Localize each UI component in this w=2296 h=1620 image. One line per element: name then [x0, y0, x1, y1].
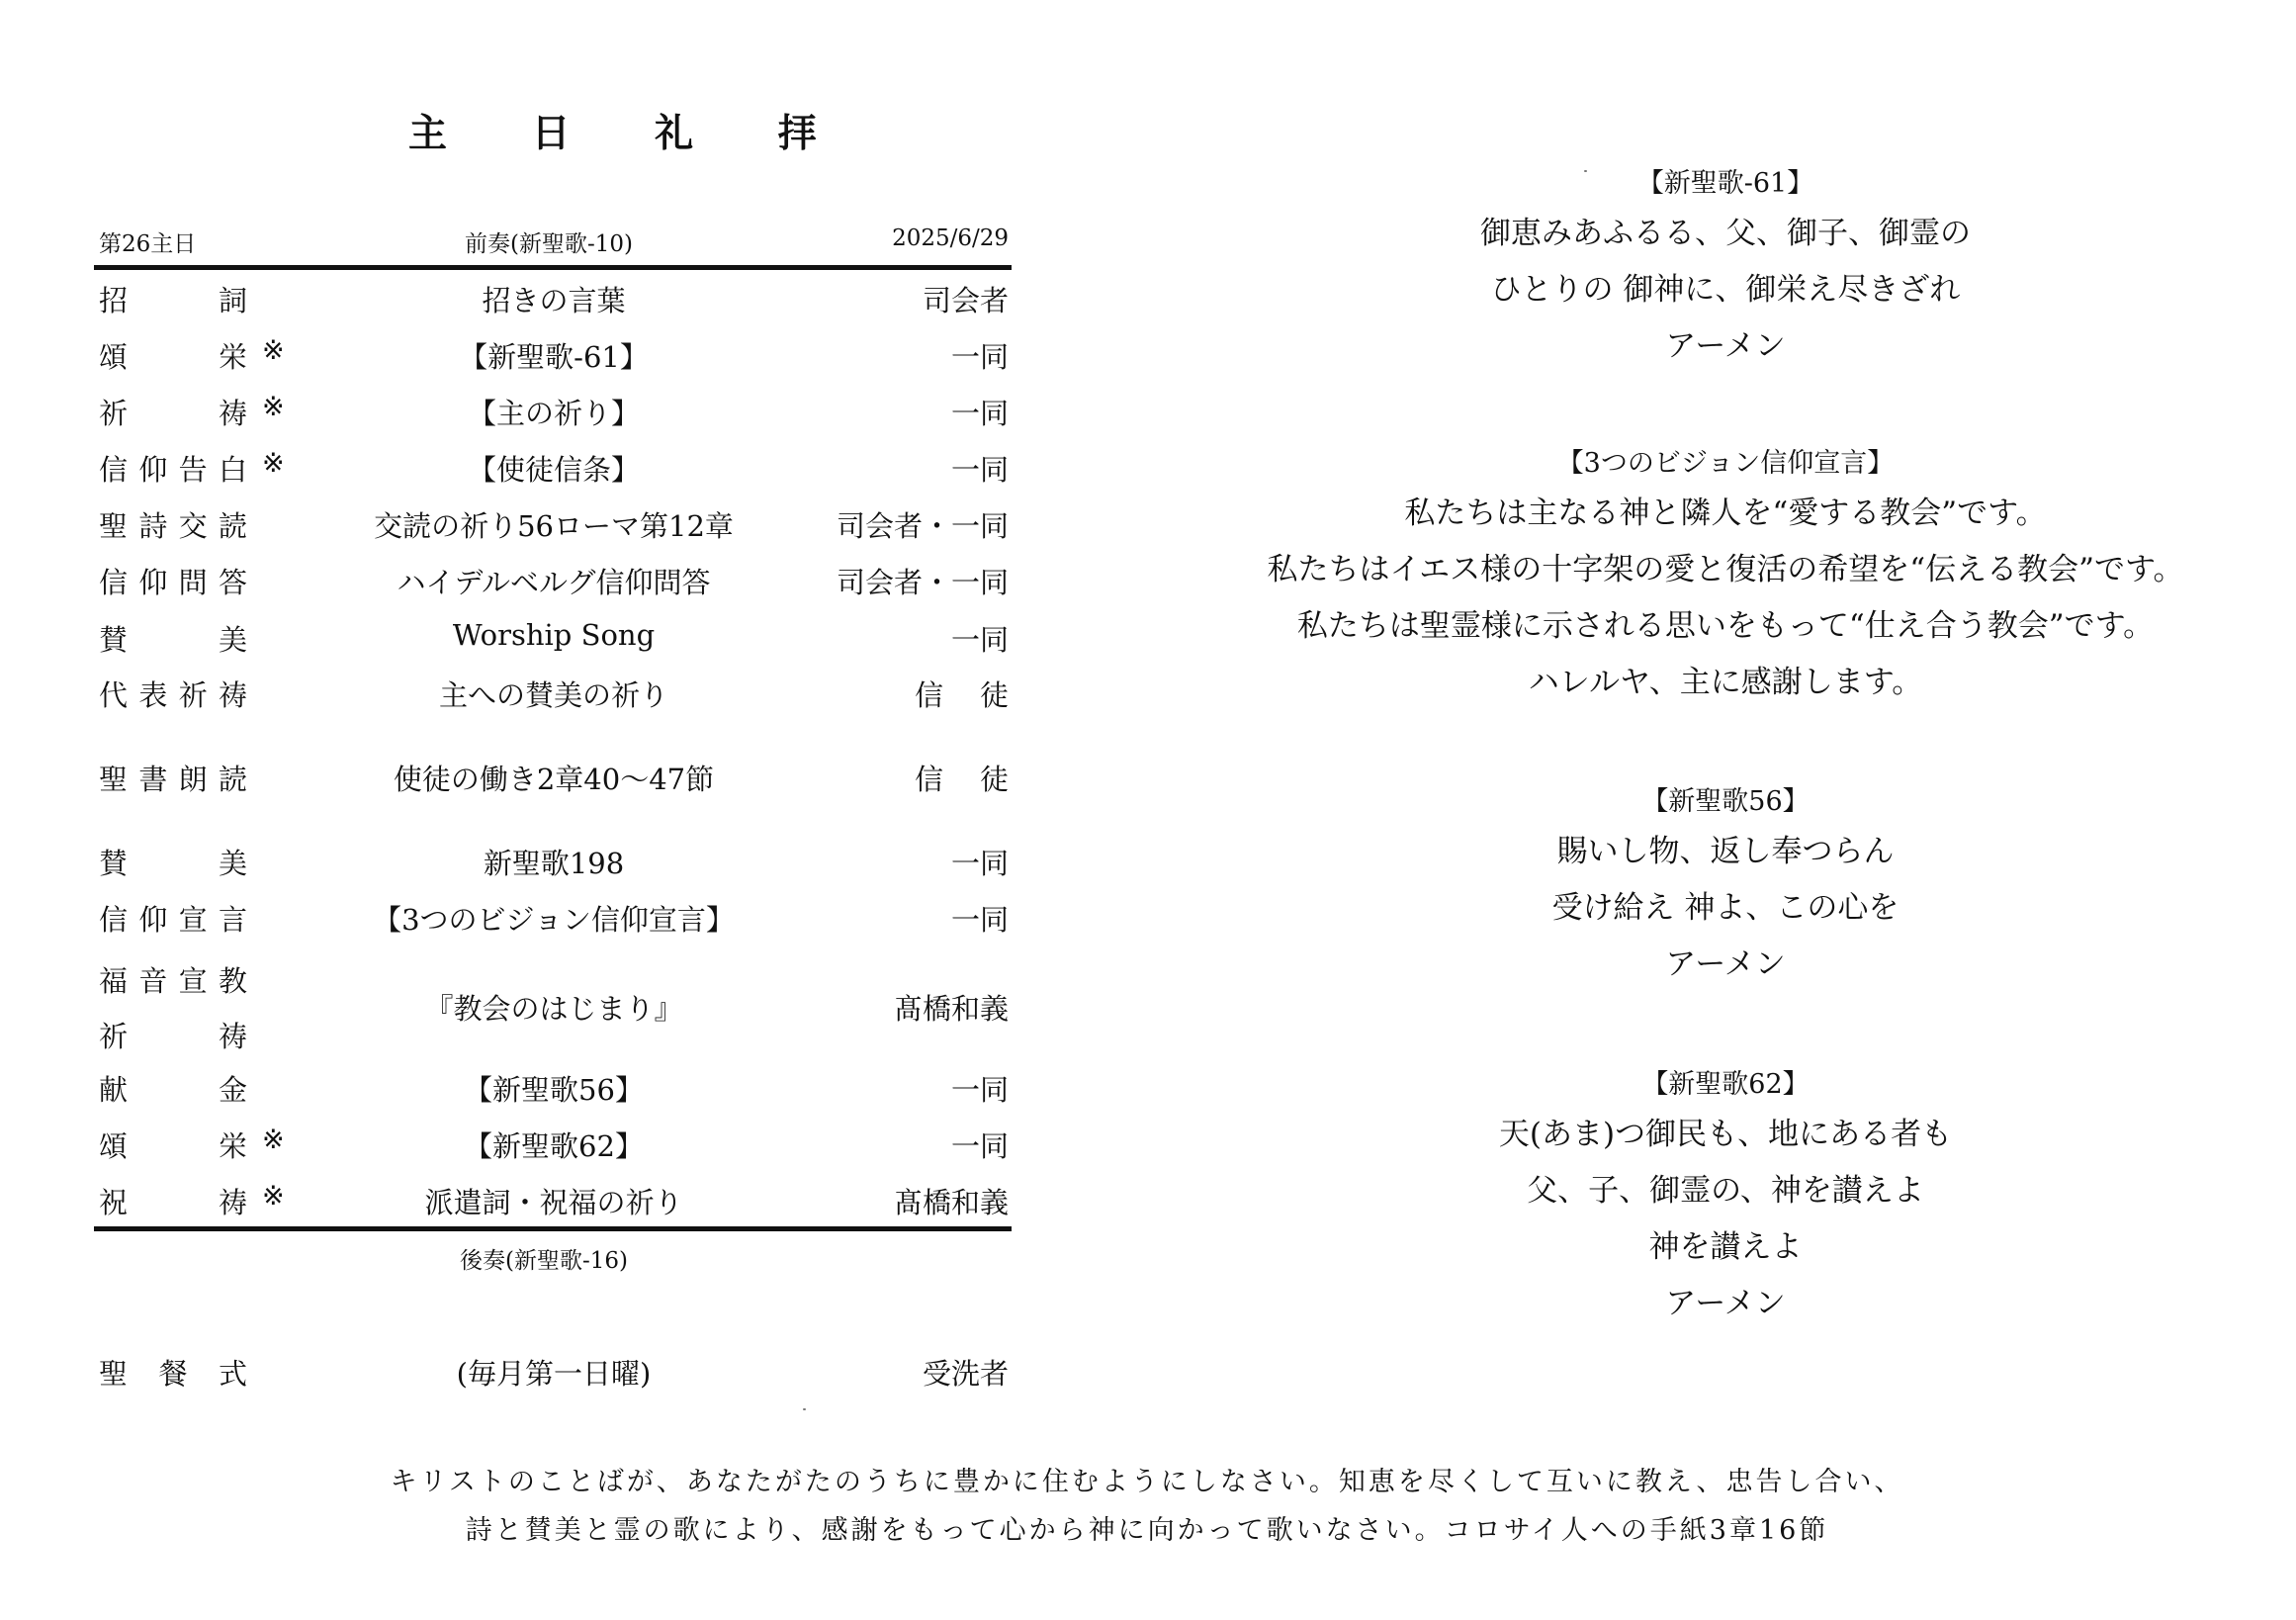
order-row	[0, 1181, 1018, 1220]
order-content: 主への賛美の祈り	[438, 678, 668, 712]
section-heading: 【新聖歌-61】	[1636, 168, 1814, 199]
order-label: 頌 栄	[99, 340, 247, 374]
order-row	[0, 561, 1018, 600]
order-leader: 一同	[950, 1073, 1009, 1107]
order-row	[0, 674, 1018, 713]
order-content: (毎月第一日曜)	[456, 1357, 652, 1391]
text-line: アーメン	[1665, 328, 1786, 364]
scan-speck	[1584, 170, 1587, 172]
text-line: 私たちはイエス様の十字架の愛と復活の希望を“伝える教会”です。	[1267, 552, 2184, 587]
order-leader: 一同	[950, 340, 1009, 374]
order-content: ハイデルベルグ信仰問答	[397, 566, 711, 599]
order-label: 賛 美	[99, 847, 247, 880]
liturgy-section	[1196, 1063, 2254, 1332]
order-label: 聖 書 朗 読	[99, 763, 247, 796]
text-line: ひとりの 御神に、御栄え尽きざれ	[1490, 272, 1961, 308]
order-leader: 司会者・一同	[836, 566, 1009, 599]
liturgy-section	[1196, 162, 2254, 375]
order-label: 祝 祷	[99, 1186, 247, 1219]
order-content: 新聖歌198	[483, 847, 625, 880]
order-label: 代 表 祈 祷	[99, 678, 247, 712]
order-label: 祈 祷	[99, 397, 247, 430]
standing-mark: ※	[262, 392, 285, 422]
order-row	[0, 1352, 1018, 1392]
order-content: 【新聖歌-61】	[459, 340, 649, 374]
prelude-label: 前奏(新聖歌-10)	[465, 231, 633, 257]
order-label: 献 金	[99, 1073, 247, 1107]
order-leader: 一同	[950, 623, 1009, 657]
sermon-title: 『教会のはじまり』	[424, 992, 683, 1026]
order-leader: 司会者	[922, 284, 1009, 317]
order-row	[0, 1068, 1018, 1108]
order-leader: 司会者・一同	[836, 509, 1009, 543]
section-heading: 【新聖歌56】	[1641, 786, 1810, 817]
order-label: 聖 餐 式	[99, 1357, 247, 1391]
standing-mark: ※	[262, 448, 285, 479]
order-row	[0, 335, 1018, 375]
standing-mark: ※	[262, 335, 285, 366]
order-leader: 一同	[950, 453, 1009, 487]
text-line: アーメン	[1665, 1286, 1786, 1321]
section-heading: 【3つのビジョン信仰宣言】	[1556, 448, 1895, 479]
order-leader: 一同	[950, 903, 1009, 937]
order-row	[0, 448, 1018, 488]
order-content: 【主の祈り】	[467, 397, 640, 430]
scripture-verse-line: 詩と賛美と霊の歌により、感謝をもって心から神に向かって歌いなさい。コロサイ人への手紙3章16節	[465, 1515, 1829, 1546]
postlude-label: 後奏(新聖歌-16)	[460, 1248, 628, 1274]
order-content: Worship Song	[452, 618, 656, 652]
text-line: 神を讃えよ	[1648, 1229, 1803, 1265]
order-row	[0, 618, 1018, 658]
order-leader: 一同	[950, 397, 1009, 430]
order-content: 【3つのビジョン信仰宣言】	[373, 903, 735, 937]
order-row	[0, 504, 1018, 544]
order-leader: 髙橋和義	[893, 1186, 1009, 1219]
order-leader: 信 徒	[915, 678, 1009, 712]
order-content: 使徒の働き2章40～47節	[393, 763, 715, 796]
order-label: 聖 詩 交 読	[99, 509, 247, 543]
order-label: 招 詞	[99, 284, 247, 317]
standing-mark: ※	[262, 1181, 285, 1212]
order-leader: 髙橋和義	[893, 992, 1009, 1026]
text-line: 私たちは聖霊様に示される思いをもって“仕え合う教会”です。	[1296, 608, 2155, 644]
order-content: 【使徒信条】	[467, 453, 640, 487]
text-line: 御恵みあふるる、父、御子、御霊の	[1480, 216, 1971, 251]
text-line: 賜いし物、返し奉つらん	[1556, 834, 1895, 869]
order-leader: 一同	[950, 1129, 1009, 1163]
liturgy-section	[1196, 442, 2254, 711]
order-leader: 受洗者	[922, 1357, 1009, 1391]
service-date: 2025/6/29	[892, 225, 1009, 251]
header-rule	[94, 265, 1012, 270]
order-content: 交読の祈り56ローマ第12章	[374, 509, 734, 543]
section-heading: 【新聖歌62】	[1641, 1069, 1810, 1100]
order-label: 信 仰 告 白	[99, 453, 247, 487]
text-line: 受け給え 神よ、この心を	[1551, 890, 1899, 926]
text-line: 父、子、御霊の、神を讃えよ	[1527, 1173, 1924, 1209]
order-label: 福 音 宣 教	[99, 964, 247, 998]
order-row	[0, 842, 1018, 881]
order-content: 【新聖歌62】	[464, 1129, 644, 1163]
text-line: 天(あま)つ御民も、地にある者も	[1498, 1117, 1953, 1152]
order-content: 招きの言葉	[482, 284, 626, 317]
footer-rule	[94, 1226, 1012, 1231]
order-label: 祈 祷	[99, 1020, 247, 1053]
scan-speck	[803, 1408, 806, 1410]
order-label: 賛 美	[99, 623, 247, 657]
scripture-verse-line: キリストのことばが、あなたがたのうちに豊かに住むようにしなさい。知恵を尽くして互いに教え、忠告し合い、	[390, 1467, 1904, 1497]
order-label: 頌 栄	[99, 1129, 247, 1163]
order-content: 派遣詞・祝福の祈り	[424, 1186, 683, 1219]
text-line: 私たちは主なる神と隣人を“愛する教会”です。	[1404, 495, 2047, 531]
order-leader: 信 徒	[915, 763, 1009, 796]
order-row-sermon	[0, 959, 1018, 1054]
liturgy-section	[1196, 780, 2254, 993]
order-row	[0, 1125, 1018, 1164]
order-label: 信 仰 宣 言	[99, 903, 247, 937]
order-row	[0, 279, 1018, 318]
page-title: 主 日 礼 拝	[408, 111, 852, 156]
order-label: 信 仰 問 答	[99, 566, 247, 599]
order-content: 【新聖歌56】	[464, 1073, 644, 1107]
week-label: 第26主日	[99, 231, 197, 257]
order-row	[0, 392, 1018, 431]
order-row	[0, 898, 1018, 938]
text-line: ハレルヤ、主に感謝します。	[1528, 665, 1923, 700]
text-line: アーメン	[1665, 946, 1786, 982]
order-row	[0, 758, 1018, 797]
order-leader: 一同	[950, 847, 1009, 880]
standing-mark: ※	[262, 1125, 285, 1155]
